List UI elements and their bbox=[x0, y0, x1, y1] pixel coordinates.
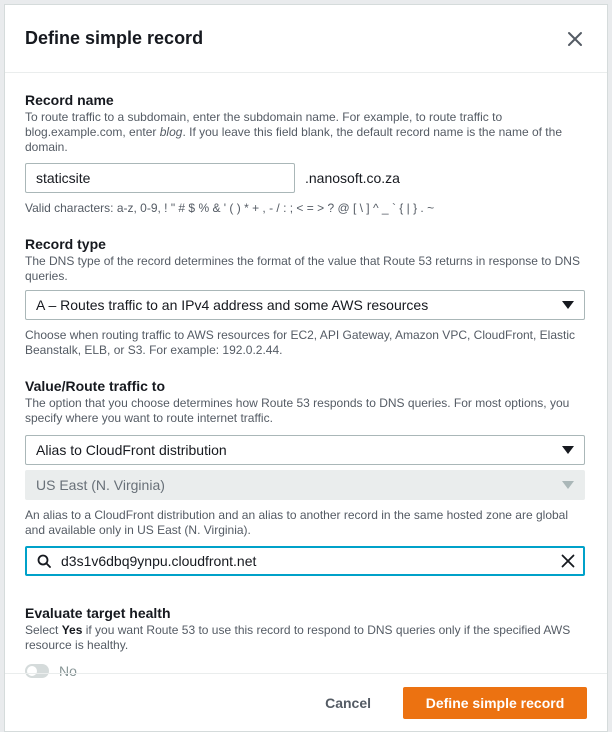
alias-target-selected: Alias to CloudFront distribution bbox=[36, 442, 227, 458]
region-select bbox=[25, 470, 585, 500]
domain-suffix: .nanosoft.co.za bbox=[305, 170, 400, 186]
route-traffic-field bbox=[25, 377, 587, 576]
record-type-selected: A – Routes traffic to an IPv4 address and some AWS resources bbox=[36, 297, 429, 313]
define-record-modal bbox=[4, 4, 608, 732]
target-health-field bbox=[25, 604, 587, 679]
target-health-description-bold: Yes bbox=[61, 623, 83, 637]
target-health-description-part2: if you want Route 53 to use this record to respond to DNS queries only if the specified AWS resource is healthy. bbox=[25, 623, 571, 652]
modal-header bbox=[5, 5, 607, 73]
valid-characters-hint: Valid characters: a-z, 0-9, ! " # $ % & ' ( ) * + , - / : ; < = > ? @ [ \ ] ^ _ ` { | } . ~ bbox=[25, 201, 435, 215]
target-health-description-part1: Select bbox=[25, 623, 62, 637]
caret-down-icon bbox=[562, 301, 574, 309]
alias-hint: An alias to a CloudFront distribution and an alias to another record in the same hosted zone are global and available only in US East (N. Virginia). bbox=[25, 508, 568, 537]
distribution-search-value: d3s1v6dbq9ynpu.cloudfront.net bbox=[61, 553, 257, 569]
record-type-field bbox=[25, 235, 587, 358]
target-health-description bbox=[25, 623, 587, 653]
record-type-description: The DNS type of the record determines the format of the value that Route 53 returns in response to DNS queries. bbox=[25, 254, 580, 283]
alias-target-select[interactable] bbox=[25, 435, 585, 465]
record-name-input[interactable]: staticsite bbox=[25, 163, 295, 193]
define-simple-record-button[interactable]: Define simple record bbox=[403, 687, 587, 719]
modal-footer bbox=[5, 673, 607, 731]
region-selected: US East (N. Virginia) bbox=[36, 477, 165, 493]
record-name-description-part1: To route traffic to a subdomain, enter the subdomain name. For example, to route traffic to blog.example.com, enter bbox=[25, 110, 503, 139]
target-health-label: Evaluate target health bbox=[25, 605, 171, 621]
record-name-field bbox=[25, 91, 587, 216]
record-type-select[interactable] bbox=[25, 290, 585, 320]
caret-down-icon bbox=[562, 481, 574, 489]
search-icon bbox=[37, 554, 51, 568]
record-type-hint: Choose when routing traffic to AWS resources for EC2, API Gateway, Amazon VPC, CloudFront, Elastic Beanstalk, ELB, or S3. For example: 192.0.2.44. bbox=[25, 328, 576, 357]
caret-down-icon bbox=[562, 446, 574, 454]
record-type-label: Record type bbox=[25, 236, 106, 252]
route-traffic-label: Value/Route traffic to bbox=[25, 378, 166, 394]
record-name-description-em: blog bbox=[159, 125, 183, 139]
modal-title: Define simple record bbox=[25, 28, 204, 48]
cancel-button[interactable]: Cancel bbox=[305, 687, 391, 719]
target-health-toggle-label: No bbox=[59, 663, 77, 679]
route-traffic-description: The option that you choose determines how Route 53 responds to DNS queries. For most options, you specify where you want to route internet traffic. bbox=[25, 396, 570, 425]
modal-body bbox=[5, 73, 607, 679]
record-name-row bbox=[25, 163, 587, 193]
distribution-search-input[interactable] bbox=[25, 546, 585, 576]
record-name-description bbox=[25, 110, 587, 155]
close-icon[interactable] bbox=[563, 27, 587, 51]
record-name-label: Record name bbox=[25, 92, 114, 108]
clear-icon[interactable] bbox=[561, 554, 575, 568]
record-name-description-part2: . If you leave this field blank, the default record name is the name of the domain. bbox=[25, 125, 562, 154]
